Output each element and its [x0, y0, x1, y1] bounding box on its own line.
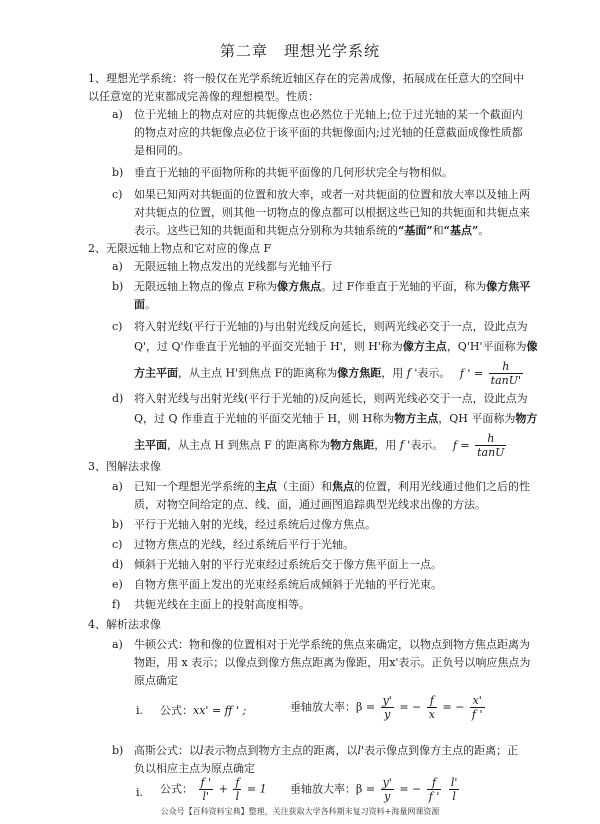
s1-a-label: a)	[112, 108, 123, 121]
s4-b-line-2: 负以相应主点为原点确定	[134, 762, 255, 775]
numerator: y'	[382, 694, 392, 707]
s4-b-line-1	[134, 742, 518, 760]
s3-a1-end: 的位置，利用光线通过他们之后的性	[354, 480, 530, 493]
fraction-f-over-l	[233, 776, 241, 803]
formula-object-focal-length-lhs: f =	[452, 438, 470, 452]
s4-a-line-1: 牛顿公式：物和像的位置相对于光学系统的焦点来确定，以物点到物方焦点距离为	[134, 638, 530, 651]
term-focal-point: 焦点	[332, 480, 354, 493]
s4-a-line-3: 原点确定	[134, 674, 178, 687]
fraction-xprime-over-fprime	[470, 694, 485, 721]
s4-ai-label: i.	[136, 704, 144, 717]
s1-a-line-1: 位于光轴上的物点对应的共轭像点也必然位于光轴上;位于过光轴的某一个截面内	[134, 108, 523, 121]
s2-b-label: b)	[112, 280, 124, 293]
numerator: h	[475, 432, 506, 446]
s2-d3-mid: ，从主点 H 到焦点 F 的距离称为	[167, 438, 331, 452]
s2-b1-mid: 。过 F作垂直于光轴的平面，称为	[321, 280, 487, 293]
numerator: h	[489, 360, 523, 374]
gauss-formula: 公式： $\frac{f '}{l'}$ + $\frac{f}{l}$ = 1	[160, 776, 267, 803]
term-base-point: “基点”	[443, 224, 479, 237]
newton-formula-caption: 公式：	[160, 704, 193, 717]
s4-b1-mid: 表示物点到物方主点的距离，以	[203, 744, 358, 757]
s3-f-line-1: 共轭光线在主面上的投射高度相等。	[134, 598, 310, 611]
fraction-h-over-tanU-prime	[489, 360, 523, 387]
s1-c3-text: 表示。这些已知的共轭面和共轭点分别称为共轴系统的	[134, 224, 398, 237]
term-object-focal-length: 物方焦距	[330, 438, 375, 452]
numerator: y'	[382, 776, 392, 789]
s3-e-label: e)	[112, 578, 123, 591]
s1-line-2: 以任意宽的光束都成完善像的理想模型。性质：	[88, 90, 319, 103]
fraction-yprime-over-y-2	[381, 776, 394, 803]
footer-note: 公众号【百科资料宝典】整理，关注获取大学各科期末复习资料+海量网课资源	[160, 807, 440, 816]
s3-heading: 3、图解法求像	[88, 460, 161, 473]
fraction-h-over-tanU	[475, 432, 506, 459]
s2-c-line-2	[134, 338, 537, 356]
s2-c2-end: ，Q'H'平面称为	[446, 340, 527, 353]
s1-c3-and: 和	[432, 224, 444, 237]
fraction-lprime-over-l	[449, 776, 460, 803]
term-object-principal-point: 物方主点	[394, 412, 439, 425]
s3-c-line-1: 过物方焦点的光线，经过系统后平行于光轴。	[134, 538, 354, 551]
s2-b-line-1	[134, 278, 530, 296]
denominator: l	[235, 790, 240, 803]
s2-b1-text: 无限远轴上物点的像点 F称为	[134, 280, 278, 293]
newton-mag-caption: 垂轴放大率：	[290, 700, 356, 714]
term-image-principal-plane-a: 像	[526, 340, 538, 353]
numerator: f	[427, 776, 442, 790]
s2-a-line-1: 无限远轴上物点发出的光线都与光轴平行	[134, 260, 332, 273]
numerator: x'	[470, 694, 485, 708]
s1-b-line-1: 垂直于光轴的平面物所称的共轭平面像的几何形状完全与物相似。	[134, 166, 453, 179]
newton-beta: β =	[356, 700, 376, 714]
s2-b-line-2	[134, 296, 156, 314]
formula-image-focal-length-lhs: f ' =	[459, 366, 484, 380]
s4-b1-text: 高斯公式：以	[134, 744, 200, 757]
s3-a1-text: 已知一个理想光学系统的	[134, 480, 255, 493]
s1-c3-end: 。	[478, 224, 490, 237]
fraction-f-over-x	[427, 694, 437, 721]
s1-a-line-3: 是相同的。	[134, 144, 189, 157]
s1-line-1: 1、理想光学系统：将一般仅在光学系统近轴区存在的完善成像，拓展成在任意大的空间中	[88, 72, 524, 85]
s3-c-label: c)	[112, 538, 123, 551]
s2-d2-end: ，QH 平面称为	[438, 412, 516, 425]
numerator: f '	[200, 776, 212, 789]
s2-c-label: c)	[112, 320, 123, 333]
fraction-f-over-fprime	[427, 776, 442, 803]
denominator: f '	[428, 790, 440, 803]
s2-d2-text: Q，过 Q 作垂直于光轴的平面交光轴于 H，则 H称为	[134, 412, 395, 425]
newton-equation: xx' = ff ' ;	[193, 704, 247, 717]
term-image-focus: 像方焦点	[277, 280, 322, 293]
s4-heading: 4、解析法求像	[88, 618, 161, 631]
s1-c-line-2: 对共轭点的位置，则其他一切物点的像点都可以根据这些已知的共轭面和共轭点来	[134, 206, 530, 219]
s4-a-line-2: 物距，用 x 表示；以像点到像方焦点距离为像距，用x'表示。正负号以响应焦点为	[134, 656, 531, 669]
s3-e-line-1: 自物方焦平面上发出的光束经系统后成倾斜于光轴的平行光束。	[134, 578, 442, 591]
numerator: l'	[450, 776, 458, 789]
symbol-l: l	[200, 744, 204, 757]
s3-a1-mid: （主面）和	[277, 480, 332, 493]
s2-d-line-1: 将入射光线与出射光线(平行于光轴的)反向延长，则两光线必交于一点，设此点为	[134, 392, 528, 405]
s3-f-label: f)	[112, 598, 121, 611]
term-base-plane: “基面”	[398, 224, 433, 237]
s2-c3-tail: 表示。	[417, 366, 451, 380]
denominator: tanU	[477, 446, 505, 459]
s2-a-label: a)	[112, 260, 123, 273]
s3-a-line-2: 质，对物空间给定的点、线、面，通过画图追踪典型光线求出像的方法。	[134, 498, 486, 511]
s4-bi-label: i.	[136, 786, 144, 799]
s1-c-line-3	[134, 222, 489, 240]
s1-b-label: b)	[112, 166, 124, 179]
s2-heading: 2、无限远轴上物点和它对应的像点 F	[88, 242, 272, 255]
term-image-focal-length: 像方焦距	[337, 366, 382, 380]
denominator: l	[452, 790, 456, 803]
term-object-principal-plane-b: 主平面	[134, 438, 167, 452]
denominator: l'	[202, 790, 210, 803]
newton-magnification: 垂轴放大率：β = $\frac{y'}{y}$ = − $\frac{f}{x}$ = − $\frac{x'}{f '}$	[290, 694, 483, 721]
s3-b-line-1: 平行于光轴入射的光线，经过系统后过像方焦点。	[134, 518, 376, 531]
s2-d3-end: ，用	[374, 438, 397, 452]
s1-a-line-2: 的物点对应的共轭像点必位于该平面的共轭像面内;过光轴的任意截面成像性质都	[134, 126, 523, 139]
symbol-f-prime: f '	[406, 366, 418, 380]
term-image-principal-point: 像方主点	[402, 340, 447, 353]
denominator: x	[428, 708, 435, 721]
newton-formula	[160, 702, 246, 720]
s1-c-label: c)	[112, 188, 123, 201]
s4-b-label: b)	[112, 744, 124, 757]
s2-c2-text: Q'，过 Q'作垂直于光轴的平面交光轴于 H'，则 H'称为	[134, 340, 403, 353]
term-image-principal-plane-b: 方主平面	[134, 366, 178, 380]
s3-b-label: b)	[112, 518, 124, 531]
s2-d3-tail: 表示。	[410, 438, 444, 452]
numerator: f	[427, 694, 437, 708]
gauss-formula-caption: 公式：	[160, 782, 193, 796]
denominator: y	[384, 708, 391, 721]
s2-d-label: d)	[112, 392, 124, 405]
s2-d-line-3	[134, 432, 508, 459]
term-image-focal-plane-a: 像方焦平	[486, 280, 531, 293]
denominator: tanU'	[490, 374, 522, 387]
gauss-mag-caption: 垂轴放大率：	[290, 782, 356, 796]
denominator: f '	[471, 708, 483, 721]
gauss-magnification: 垂轴放大率：β = $\frac{y'}{y}$ = − $\frac{f}{f '}$ $\frac{l'}{l}$	[290, 776, 458, 803]
chapter-title: 第二章 理想光学系统	[219, 42, 380, 60]
s2-c3-mid: ，从主点 H'到焦点 F的距离称为	[178, 366, 338, 380]
s3-a-line-1	[134, 478, 530, 496]
s2-b2-end: 。	[145, 298, 156, 311]
s2-c-line-1: 将入射光线(平行于光轴的)与出射光线反向延长，则两光线必交于一点，设此点为	[134, 320, 528, 333]
s4-b1-end: 表示像点到像方主点的距离；正	[364, 744, 519, 757]
term-object-principal-plane-a: 物方	[515, 412, 538, 425]
s2-c3-end: ，用	[381, 366, 404, 380]
symbol-f-prime-2: f '	[399, 438, 411, 452]
s3-d-label: d)	[112, 558, 124, 571]
fraction-fprime-over-lprime	[199, 776, 214, 803]
symbol-l-prime: l'	[357, 744, 365, 757]
s4-a-label: a)	[112, 638, 123, 651]
term-principal-point: 主点	[255, 480, 277, 493]
s2-c-line-3	[134, 360, 525, 387]
gauss-equals-one: = 1	[246, 782, 267, 796]
term-image-focal-plane-b: 面	[134, 298, 145, 311]
numerator: f	[235, 776, 240, 789]
gauss-beta: β =	[356, 782, 376, 796]
s1-c-line-1: 如果已知两对共轭面的位置和放大率，或者一对共轭面的位置和放大率以及轴上两	[134, 188, 530, 201]
denominator: y	[384, 790, 391, 803]
s3-d-line-1: 倾斜于光轴入射的平行光束经过系统后交于像方焦平面上一点。	[134, 558, 442, 571]
s3-a-label: a)	[112, 480, 123, 493]
s2-d-line-2	[134, 410, 537, 428]
fraction-yprime-over-y	[381, 694, 394, 721]
